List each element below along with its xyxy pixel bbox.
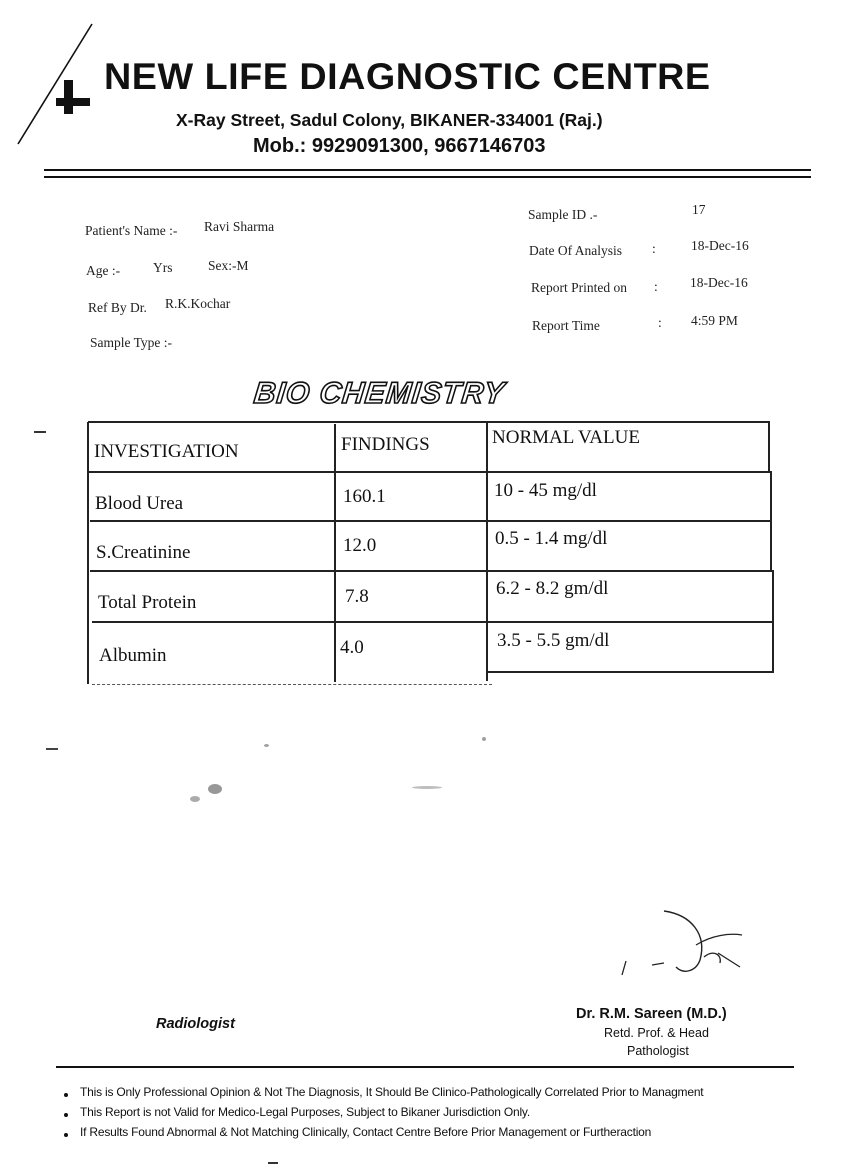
- section-title: BIO CHEMISTRY: [252, 377, 507, 410]
- stray-mark: [34, 431, 46, 433]
- table-border-left: [87, 422, 89, 684]
- stray-mark: [46, 748, 58, 750]
- pathologist-name: Dr. R.M. Sareen (M.D.): [576, 1006, 727, 1022]
- table-header-investigation: INVESTIGATION: [94, 441, 239, 462]
- table-cell-finding: 7.8: [345, 586, 369, 607]
- table-cell-normal: 0.5 - 1.4 mg/dl: [495, 528, 608, 549]
- table-border-top: [88, 421, 768, 423]
- sex-label: Sex:-M: [208, 258, 249, 273]
- clinic-mobile: Mob.: 9929091300, 9667146703: [253, 135, 546, 157]
- table-border-right: [772, 570, 774, 673]
- scan-speck: [482, 737, 486, 741]
- ref-doctor: R.K.Kochar: [165, 296, 231, 311]
- table-cell-test: S.Creatinine: [96, 542, 191, 563]
- table-cell-test: Total Protein: [98, 592, 197, 613]
- table-header-divider: [88, 471, 770, 473]
- report-printed-date: 18-Dec-16: [690, 275, 748, 290]
- footer-note: If Results Found Abnormal & Not Matching Clinically, Contact Centre Before Prior Management or Furtheraction: [80, 1125, 652, 1139]
- header-divider-top: [44, 169, 811, 171]
- footer-note: This is Only Professional Opinion & Not The Diagnosis, It Should Be Clinico-Pathologically Correlated Prior to Managment: [80, 1085, 704, 1099]
- bullet-icon: [64, 1093, 68, 1097]
- table-cell-test: Albumin: [99, 645, 167, 666]
- table-header-normal-value: NORMAL VALUE: [492, 427, 640, 448]
- patient-name: Ravi Sharma: [204, 219, 275, 234]
- date-of-analysis: 18-Dec-16: [691, 238, 749, 253]
- table-cell-normal: 3.5 - 5.5 gm/dl: [497, 630, 610, 651]
- table-column-divider: [486, 423, 488, 681]
- age-unit: Yrs: [153, 260, 173, 275]
- table-column-divider: [334, 424, 336, 682]
- age-label: Age :-: [86, 263, 121, 278]
- sample-id: 17: [692, 202, 706, 217]
- scan-speck: [412, 786, 442, 789]
- table-row-divider: [92, 621, 773, 623]
- header-divider-bottom: [44, 176, 811, 178]
- scan-speck: [264, 744, 269, 747]
- table-cell-normal: 10 - 45 mg/dl: [494, 480, 597, 501]
- bullet-icon: [64, 1133, 68, 1137]
- footer-note: This Report is not Valid for Medico-Legal Purposes, Subject to Bikaner Jurisdiction Only.: [80, 1105, 530, 1119]
- stray-mark: [268, 1162, 278, 1164]
- radiologist-label: Radiologist: [156, 1016, 235, 1032]
- table-row-divider: [90, 520, 772, 522]
- date-of-analysis-label: Date Of Analysis: [529, 243, 622, 258]
- table-cell-finding: 160.1: [343, 486, 386, 507]
- bullet-icon: [64, 1113, 68, 1117]
- table-cell-finding: 12.0: [343, 535, 377, 556]
- patient-name-label: Patient's Name :-: [85, 223, 178, 238]
- clinic-address: X-Ray Street, Sadul Colony, BIKANER-334001 (Raj.): [176, 110, 603, 130]
- table-cell-finding: 4.0: [340, 637, 364, 658]
- table-cell-test: Blood Urea: [95, 493, 184, 514]
- colon: :: [658, 315, 662, 330]
- colon: :: [654, 279, 658, 294]
- sample-id-label: Sample ID .-: [528, 207, 598, 222]
- colon: :: [652, 241, 656, 256]
- table-border-right: [768, 421, 770, 473]
- scan-speck: [190, 796, 200, 802]
- table-border-bottom: [488, 671, 774, 673]
- footer-divider: [56, 1066, 794, 1068]
- table-row-divider: [90, 570, 772, 572]
- table-border-right: [770, 471, 772, 571]
- report-printed-label: Report Printed on: [531, 280, 627, 295]
- pathologist-dept: Pathologist: [627, 1044, 689, 1058]
- report-time-label: Report Time: [532, 318, 600, 333]
- sample-type-label: Sample Type :-: [90, 335, 173, 350]
- pathologist-title: Retd. Prof. & Head: [604, 1026, 709, 1040]
- clinic-title: NEW LIFE DIAGNOSTIC CENTRE: [104, 56, 711, 97]
- scan-speck: [208, 784, 222, 794]
- table-header-findings: FINDINGS: [341, 434, 430, 455]
- pathologist-signature: [612, 905, 752, 985]
- ref-label: Ref By Dr.: [88, 300, 147, 315]
- table-cell-normal: 6.2 - 8.2 gm/dl: [496, 578, 609, 599]
- clinic-logo: [14, 20, 114, 150]
- table-dashed-edge: [92, 684, 492, 685]
- report-time: 4:59 PM: [691, 313, 738, 328]
